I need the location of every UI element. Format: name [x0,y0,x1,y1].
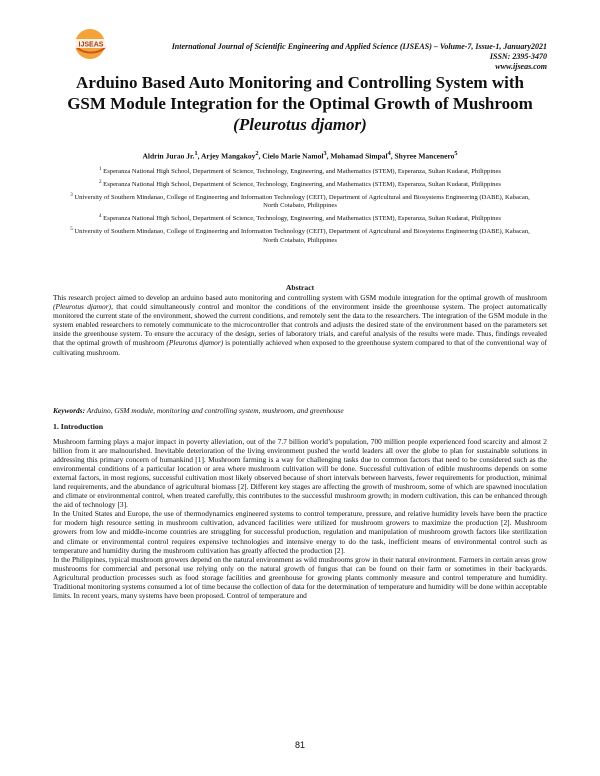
author: Cielo Marie Namol [262,151,324,161]
keywords-text: Arduino, GSM module, monitoring and controlling system, mushroom, and greenhouse [85,406,344,415]
abstract-part1: This research project aimed to develop an arduino based auto monitoring and controlling system with GSM module integration for the optimal growth of mushroom [53,293,547,302]
author-separator: , [390,151,395,161]
affiliation [64,179,536,190]
page-number: 81 [294,740,305,750]
affiliation-text: Esperanza National High School, Department of Science, Technology, Engineering, and Mathematics (STEM), Esperanza, Sultan Kudarat, Philippines [103,180,501,188]
affiliation-number: 3 [70,192,73,198]
keywords-label: Keywords: [53,406,86,415]
affiliation-number: 5 [70,226,73,232]
author-separator: , [258,151,263,161]
affiliation-text: University of Southern Mindanao, College of Engineering and Information Technology (CEIT), Department of Agricultural and Biosystems Engineering (DABE), Kabacan, North Cotabato, Philippines [74,193,530,210]
introduction-body [53,437,547,600]
affiliation-number: 2 [99,179,102,185]
author: Mohamad Simpal [330,151,388,161]
affiliation [64,166,536,177]
author-affiliation-number: 2 [255,150,259,157]
affiliation [64,192,536,211]
affiliation-list [64,166,536,247]
keywords [53,406,547,415]
affiliation-number: 1 [99,167,102,172]
affiliation-text: Esperanza National High School, Department of Science, Technology, Engineering, and Mathematics (STEM), Esperanza, Sultan Kudarat, Philippines [103,168,501,176]
author: Shyree Mancenero [394,151,455,161]
paragraph: In the Philippines, typical mushroom growers depend on the natural environment as wild mushrooms grow in their natural environment. Farmers in certain areas grow mushrooms for commercial and personal use relying only on the natural growth of fungus that can be found on their farm or sometimes in their backyards. Agricultural production processes such as food storage facilities and greenhouse for growing plants commonly measure and control temperature and humidity. Traditional monitoring systems consumed a lot of time because the collection of data for the determination of temperature and humidity will be done within acceptable limits. In recent years, many systems have been proposed. Control of temperature and [53,554,547,600]
author-affiliation-number: 3 [323,150,327,157]
author-affiliation-number: 4 [387,150,391,157]
author-affiliation-number: 1 [194,150,198,157]
paper-title [60,72,540,135]
affiliation-text: Esperanza National High School, Department of Science, Technology, Engineering, and Mathematics (STEM), Esperanza, Sultan Kudarat, Philippines [103,215,501,223]
author: Aldrin Jurao Jr. [142,151,195,161]
abstract-part3: is potentially achieved when exposed to the greenhouse system compared to that of the conventional way of cultivating mushroom. [53,338,547,357]
author-separator: , [326,151,331,161]
journal-line: International Journal of Scientific Engineering and Applied Science (IJSEAS) – Volume-7, Issue-1, January2021 [171,42,547,51]
author: Arjey Mangakoy [200,151,256,161]
affiliation-number: 4 [99,213,102,219]
affiliation [64,213,536,224]
abstract-text [53,293,547,357]
abstract-heading: Abstract [285,283,315,292]
author-list [60,150,540,161]
author-separator: , [197,151,201,161]
paragraph: Mushroom farming plays a major impact in poverty alleviation, out of the 7.7 billion world’s population, 700 million people experienced food scarcity and almost 2 billion from it are malnourished. Inevitable deterioration of the living environment pushed the world leaders all over the globe to plan for sustainable solutions in addressing this primary concern of humankind [1]. Mushroom farming is a way for challenging tasks due to common factors that need to be considered such as the environmental conditions of a particular location or area where mushroom cultivation will be done. Successful cultivation of edible mushrooms depends on some external factors, in most regions, successful cultivation most likely observed because of short intervals between harvests, fewer requirements for production, minimal land requirements, and the abundance of agricultural biomass [2]. Different key stages are affecting the growth of mushroom, some of which are spawned inoculation and climate or environmental control, when treated carefully, this contributes to the successful mushroom growth; in modern cultivation, this can be enhanced through the aid of technology [3]. [53,437,547,510]
title-main: Arduino Based Auto Monitoring and Controlling System with GSM Module Integration for the Optimal Growth of Mushroom [67,73,533,113]
journal-website[interactable]: www.ijseas.com [495,62,547,71]
journal-header [107,42,547,72]
author-affiliation-number: 5 [454,150,458,157]
abstract-part2: , that could simultaneously control and monitor the conditions of the environment inside the greenhouse system. The project automatically monitored the current state of the environment, showed the current conditions, and remotely sent the data to the researchers. The integration of the GSM module in the system enabled researchers to remotely communicate to the microcontroller that controls and adjusts the desired state of the environment based on the parameters set inside the greenhouse system. To ensure the accuracy of the design, series of laboratory trials, and careful analysis of the results were made. Thus, findings revealed that the optimal growth of mushroom [53,302,547,348]
abstract-species-2: (Pleurotus djamor) [166,338,224,348]
abstract-species-1: (Pleurotus djamor) [53,302,112,312]
affiliation [64,226,536,245]
section-heading: 1. Introduction [53,422,104,431]
paragraph: In the United States and Europe, the use of thermodynamics engineered systems to control temperature, pressure, and relative humidity levels have been the practice for modern high resource setting in mushroom cultivation, advanced facilities were utilized for mushroom growers to maximize the production [2]. Mushroom growers from low and middle-income countries are struggling for successful production, regulation and manipulation of mushroom growth factors like sterilization and climate or environmental control requires expensive technologies and intensive energy to do the task, inefficient means of environmental control such as temperature and humidity during the mushroom cultivation has greatly affected the production [2]. [53,509,547,555]
affiliation-text: University of Southern Mindanao, College of Engineering and Information Technology (CEIT), Department of Agricultural and Biosystems Engineering (DABE), Kabacan, North Cotabato, Philippines [74,227,530,244]
logo-text: IJSEAS [78,41,104,49]
issn: ISSN: 2395-3470 [489,52,547,61]
title-species: (Pleurotus djamor) [233,115,367,134]
